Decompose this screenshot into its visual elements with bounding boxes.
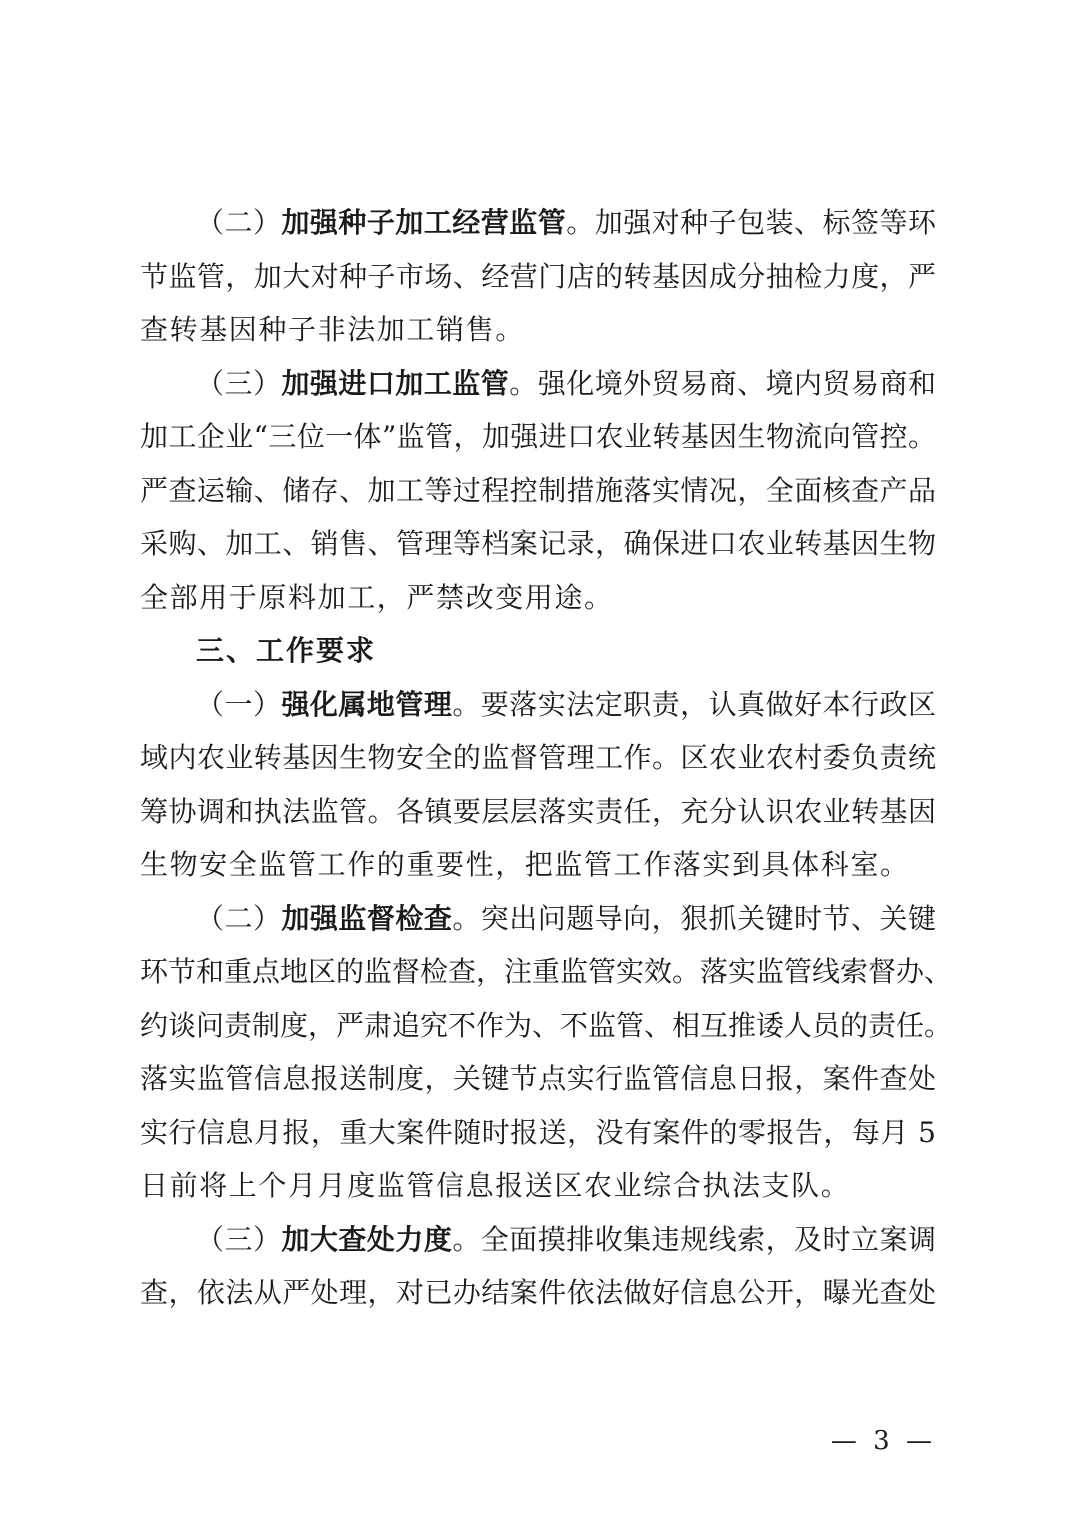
paragraph-supervision-inspection: [140, 892, 953, 1213]
paragraph-line: 采购、加工、销售、管理等档案记录，确保进口农业转基因生物: [140, 527, 936, 560]
paragraph-import-processing: [140, 357, 936, 625]
paragraph-line: [140, 357, 936, 411]
paragraph-text: 。强化境外贸易商、境内贸易商和: [509, 366, 936, 400]
paragraph-line: 严查运输、储存、加工等过程控制措施落实情况，全面核查产品: [140, 473, 936, 507]
paragraph-line: 日前将上个月月度监管信息报送区农业综合执法支队。: [140, 1169, 851, 1202]
paragraph-line: 实行信息月报，重大案件随时报送，没有案件的零报告，每月 5: [140, 1115, 936, 1149]
paragraph-text: 。加强对种子包装、标签等环: [566, 206, 936, 239]
paragraph-line: 生物安全监管工作的重要性，把监管工作落实到具体科室。: [140, 848, 910, 881]
paragraph-line: 节监管，加大对种子市场、经营门店的转基因成分抽检力度，严: [140, 259, 936, 293]
paragraph-bold-title: 加强种子加工经营监管: [281, 206, 567, 239]
paragraph-bold-title: 加强监督检查: [281, 901, 453, 935]
paragraph-bold-title: 加大查处力度: [281, 1222, 453, 1256]
paragraph-bold-title: 强化属地管理: [281, 687, 453, 721]
paragraph-line: 全部用于原料加工，严禁改变用途。: [140, 580, 614, 614]
paragraph-text: 。全面摸排收集违规线索，及时立案调: [452, 1222, 936, 1256]
paragraph-line: 查转基因种子非法加工销售。: [140, 313, 525, 346]
paragraph-line: [140, 892, 936, 946]
paragraph-number: （三）: [196, 1222, 282, 1256]
paragraph-line: 加工企业“三位一体”监管，加强进口农业转基因生物流向管控。: [140, 420, 936, 453]
paragraph-territorial-management: [140, 678, 936, 892]
paragraph-number: （一）: [196, 687, 282, 721]
paragraph-line: [140, 1213, 936, 1267]
paragraph-line: [140, 678, 936, 732]
paragraph-line: 筹协调和执法监管。各镇要层层落实责任，充分认识农业转基因: [140, 794, 936, 828]
paragraph-line: 落实监管信息报送制度，关键节点实行监管信息日报，案件查处: [140, 1062, 936, 1095]
paragraph-text: 。突出问题导向，狠抓关键时节、关键: [452, 901, 936, 935]
paragraph-line: 查，依法从严处理，对已办结案件依法做好信息公开，曝光查处: [140, 1276, 936, 1309]
paragraph-number: （二）: [196, 901, 282, 935]
paragraph-line: 约谈问责制度，严肃追究不作为、不监管、相互推诿人员的责任。: [140, 1008, 953, 1042]
paragraph-seed-processing: [140, 196, 936, 357]
paragraph-number: （二）: [196, 206, 282, 239]
paragraph-bold-title: 加强进口加工监管: [281, 366, 510, 400]
paragraph-line: 域内农业转基因生物安全的监督管理工作。区农业农村委负责统: [140, 741, 936, 774]
paragraph-line: 环节和重点地区的监督检查，注重监管实效。落实监管线索督办、: [140, 955, 953, 988]
page-number: — 3 —: [830, 1426, 936, 1456]
document-body: [140, 196, 953, 1320]
paragraph-number: （三）: [196, 366, 282, 400]
paragraph-line: [140, 196, 936, 250]
section-heading: 三、工作要求: [196, 634, 377, 667]
paragraph-investigation-intensity: [140, 1213, 936, 1320]
paragraph-text: 。要落实法定职责，认真做好本行政区: [452, 687, 936, 721]
